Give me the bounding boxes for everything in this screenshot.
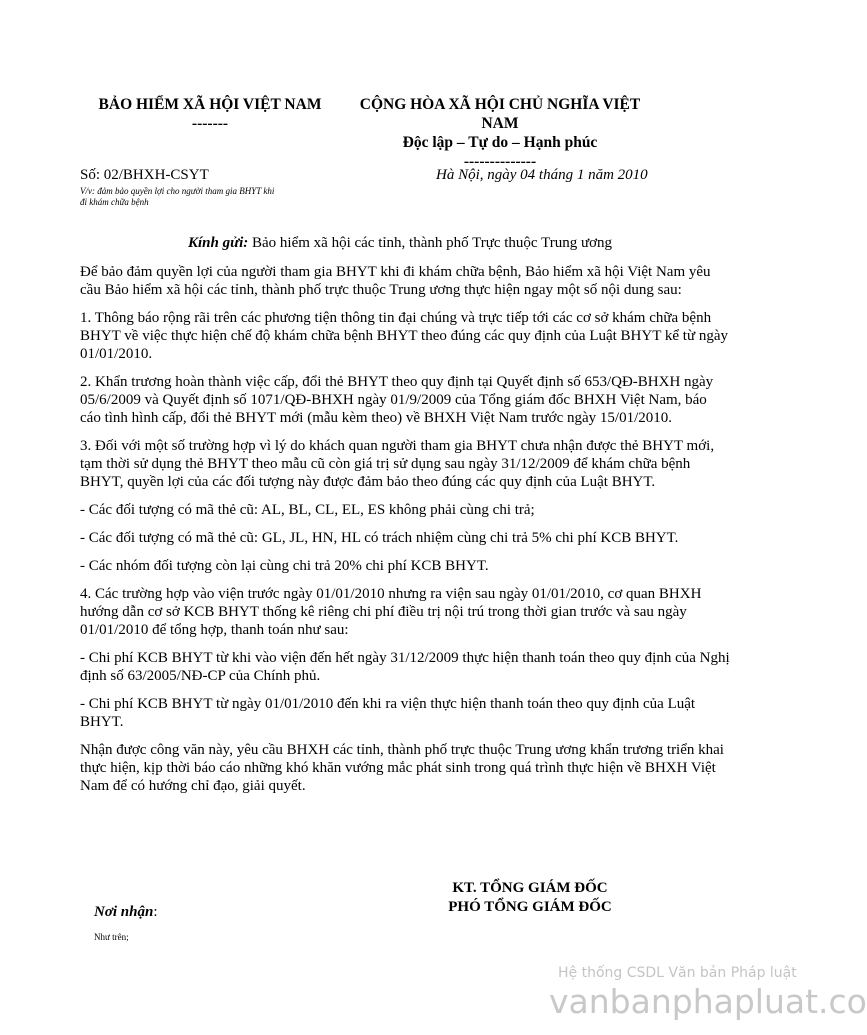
document-body	[80, 263, 730, 805]
watermark-line-2: vanbanphapluat.co	[549, 982, 867, 1021]
body-paragraph: 2. Khẩn trương hoàn thành việc cấp, đổi thẻ BHYT theo quy định tại Quyết định số 653/QĐ-BHXH ngày 05/6/2009 và Quyết định số 1071/QĐ-BHXH ngày 01/9/2009 của Tổng giám đốc BHXH Việt Nam, báo cáo tình hình cấp, đổi thẻ BHYT mới (mẫu kèm theo) về BHXH Việt Nam trước ngày 15/01/2010.	[80, 374, 714, 426]
body-paragraph: 3. Đối với một số trường hợp vì lý do khách quan người tham gia BHYT chưa nhận được thẻ BHYT mới, tạm thời sử dụng thẻ BHYT theo mẫu cũ còn giá trị sử dụng sau ngày 31/12/2009 để khám chữa bệnh BHYT, quyền lợi của các đối tượng này được đảm bảo theo đúng các quy định của Luật BHYT.	[80, 438, 715, 490]
body-paragraph: - Các đối tượng có mã thẻ cũ: GL, JL, HN, HL có trách nhiệm cùng chi trả 5% chi phí KCB BHYT.	[80, 530, 679, 546]
signer-title-2: PHÓ TỔNG GIÁM ĐỐC	[448, 899, 612, 915]
signature-block	[400, 879, 660, 917]
agency-name: BẢO HIỂM XÃ HỘI VIỆT NAM	[98, 96, 322, 113]
country-name-line1: CỘNG HÒA XÃ HỘI CHỦ NGHĨA VIỆT	[359, 96, 641, 113]
body-paragraph: Nhận được công văn này, yêu cầu BHXH các tỉnh, thành phố trực thuộc Trung ương khẩn trương triển khai thực hiện, kịp thời báo cáo những khó khăn vướng mắc phát sinh trong quá trình thực hiện về BHXH Việt Nam để có hướng chỉ đạo, giải quyết.	[80, 742, 724, 794]
document-number: Số: 02/BHXH-CSYT	[80, 167, 209, 183]
watermark-line-1: Hệ thống CSDL Văn bản Pháp luật	[558, 965, 797, 981]
subject-line-2: đi khám chữa bệnh	[80, 197, 149, 207]
national-title	[340, 95, 660, 171]
motto-divider: --------------	[463, 153, 537, 170]
body-paragraph: - Các nhóm đối tượng còn lại cùng chi trả 20% chi phí KCB BHYT.	[80, 558, 489, 574]
issue-date: Hà Nội, ngày 04 tháng 1 năm 2010	[436, 167, 648, 183]
recipients-heading	[94, 904, 158, 921]
body-paragraph: 4. Các trường hợp vào viện trước ngày 01/01/2010 nhưng ra viện sau ngày 01/01/2010, cơ quan BHXH hướng dẫn cơ sở KCB BHYT thống kê riêng chi phí điều trị nội trú trong thời gian trước và sau ngày 01/01/2010 để tổng hợp, thanh toán như sau:	[80, 586, 702, 638]
agency-divider: -------	[191, 115, 229, 132]
recipient-line	[80, 235, 720, 252]
body-paragraph: 1. Thông báo rộng rãi trên các phương tiện thông tin đại chúng và trực tiếp tới các cơ sở khám chữa bệnh BHYT về việc thực hiện chế độ khám chữa bệnh BHYT theo đúng các quy định của Luật BHYT kể từ ngày 01/01/2010.	[80, 310, 728, 362]
signer-title-1: KT. TỔNG GIÁM ĐỐC	[452, 880, 608, 896]
subject-line-1: V/v: đảm bảo quyền lợi cho người tham gia BHYT khi	[80, 186, 275, 196]
recipients-colon: :	[153, 904, 158, 920]
recipient-label: Kính gửi:	[187, 235, 249, 251]
recipients-label: Nơi nhận	[94, 904, 154, 920]
body-paragraph: - Các đối tượng có mã thẻ cũ: AL, BL, CL, EL, ES không phải cùng chi trả;	[80, 502, 535, 518]
body-paragraph: Để bảo đảm quyền lợi của người tham gia BHYT khi đi khám chữa bệnh, Bảo hiểm xã hội Việt Nam yêu cầu Bảo hiểm xã hội các tỉnh, thành phố trực thuộc Trung ương thực hiện ngay một số nội dung sau:	[80, 264, 711, 298]
country-name-line2: NAM	[481, 115, 519, 132]
recipient-text: Bảo hiểm xã hội các tỉnh, thành phố Trực thuộc Trung ương	[248, 235, 613, 251]
recipients-item: Như trên;	[94, 932, 129, 942]
national-motto: Độc lập – Tự do – Hạnh phúc	[402, 134, 598, 151]
issuing-agency	[80, 95, 340, 133]
body-paragraph: - Chi phí KCB BHYT từ khi vào viện đến hết ngày 31/12/2009 thực hiện thanh toán theo quy định của Nghị định số 63/2005/NĐ-CP của Chính phủ.	[80, 650, 730, 684]
body-paragraph: - Chi phí KCB BHYT từ ngày 01/01/2010 đến khi ra viện thực hiện thanh toán theo quy định của Luật BHYT.	[80, 696, 696, 730]
document-subject	[80, 186, 370, 208]
